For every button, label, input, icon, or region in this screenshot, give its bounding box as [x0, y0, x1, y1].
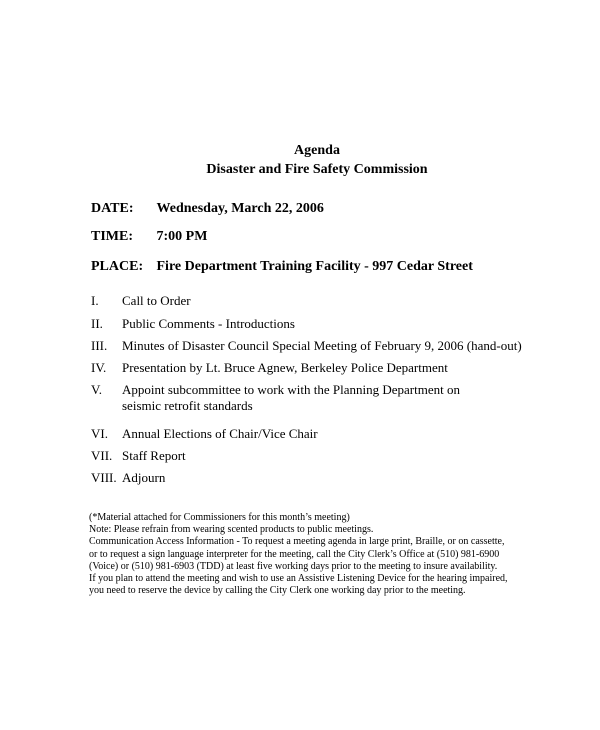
agenda-item-text: Staff Report — [122, 448, 186, 463]
agenda-item-number: IV. — [91, 360, 107, 375]
place-label: PLACE: — [91, 259, 144, 274]
agenda-item-number: I. — [91, 293, 99, 308]
agenda-item-number: II. — [91, 316, 103, 331]
agenda-item-text: Annual Elections of Chair/Vice Chair — [122, 426, 318, 441]
note-line: If you plan to attend the meeting and wish to use an Assistive Listening Device for the hearing impaired, — [89, 572, 508, 584]
date-row — [91, 200, 324, 218]
agenda-item-number: V. — [91, 382, 102, 397]
notes-block — [89, 512, 508, 597]
agenda-item-text: Call to Order — [122, 293, 191, 308]
agenda-item-number: VI. — [91, 426, 108, 441]
time-value: 7:00 PM — [156, 229, 208, 244]
place-row — [91, 258, 473, 276]
note-line: Communication Access Information - To request a meeting agenda in large print, Braille, or on cassette, — [89, 536, 505, 548]
place-value: Fire Department Training Facility - 997 Cedar Street — [156, 259, 473, 274]
page-subtitle: Disaster and Fire Safety Commission — [206, 162, 428, 177]
page-title: Agenda — [294, 143, 340, 158]
time-label: TIME: — [91, 229, 133, 244]
time-row — [91, 228, 207, 246]
title-block — [0, 141, 600, 179]
agenda-item-number: VIII. — [91, 470, 117, 485]
note-line: you need to reserve the device by calling the City Clerk one working day prior to the meeting. — [89, 585, 466, 597]
agenda-item-text-continued: seismic retrofit standards — [122, 398, 253, 413]
agenda-item-text: Public Comments - Introductions — [122, 316, 295, 331]
agenda-item-text: Adjourn — [122, 470, 166, 485]
agenda-item-number: VII. — [91, 448, 113, 463]
date-value: Wednesday, March 22, 2006 — [156, 201, 324, 216]
agenda-item-text: Appoint subcommittee to work with the Planning Department on — [122, 382, 460, 397]
date-label: DATE: — [91, 201, 134, 216]
agenda-item-number: III. — [91, 338, 108, 353]
agenda-item-text: Presentation by Lt. Bruce Agnew, Berkeley Police Department — [122, 360, 448, 375]
note-line: Note: Please refrain from wearing scented products to public meetings. — [89, 524, 374, 536]
note-line: or to request a sign language interpreter for the meeting, call the City Clerk’s Office at (510) 981-6900 — [89, 548, 500, 560]
agenda-item-text: Minutes of Disaster Council Special Meeting of February 9, 2006 (hand-out) — [122, 338, 522, 353]
note-line: (Voice) or (510) 981-6903 (TDD) at least five working days prior to the meeting to insure availability. — [89, 560, 498, 572]
note-line: (*Material attached for Commissioners for this month’s meeting) — [89, 512, 350, 523]
